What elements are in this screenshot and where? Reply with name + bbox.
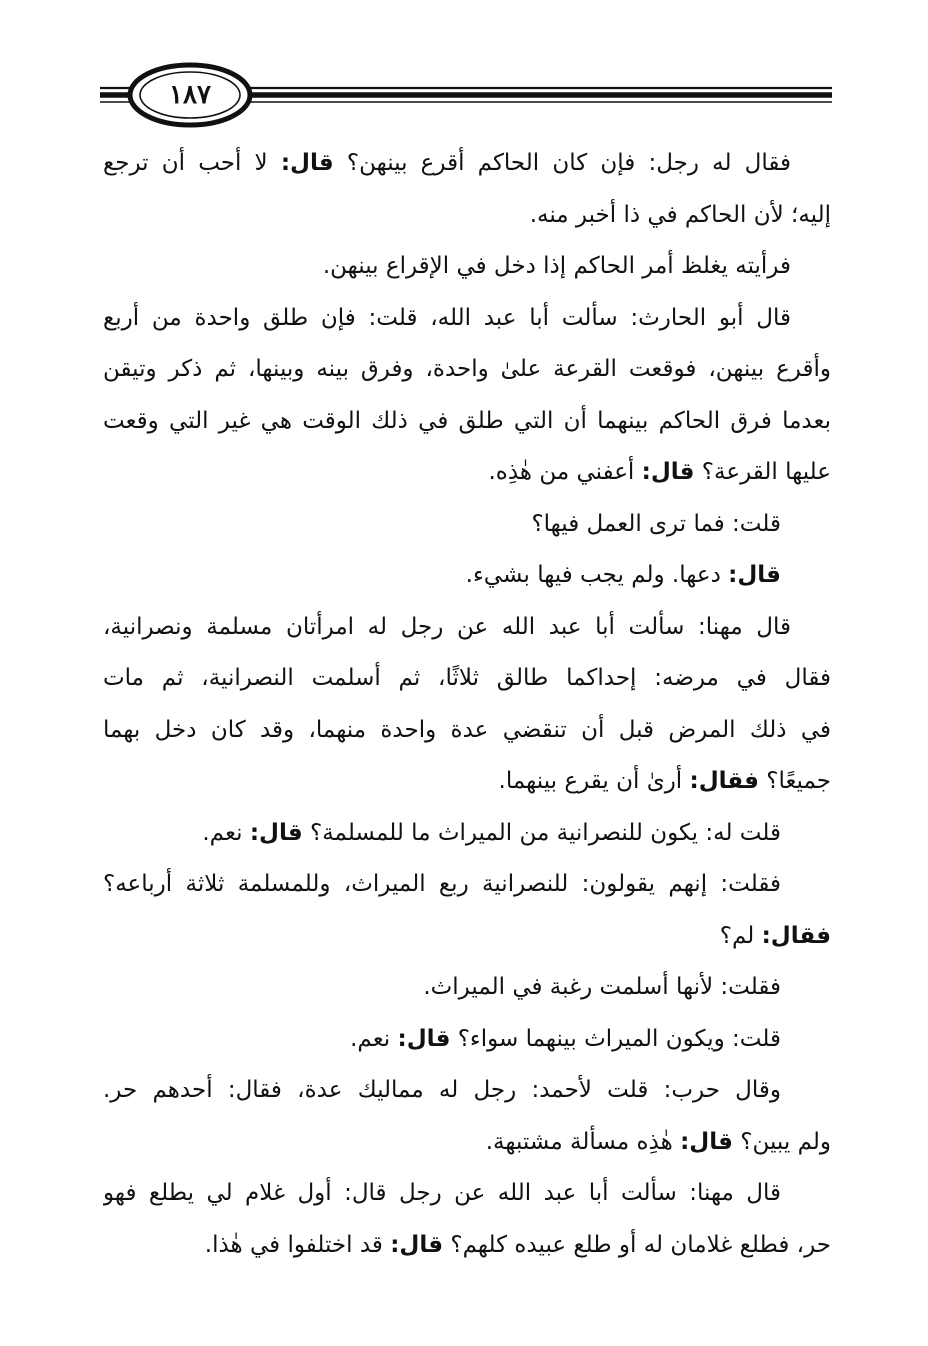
speaker-label: فقال: — [689, 768, 759, 794]
speaker-label: قال: — [728, 562, 781, 588]
text-line-6 — [103, 396, 831, 448]
text-segment: فقال له رجل: فإن كان الحاكم أقرع بينهن؟ — [333, 150, 791, 176]
text-line-16 — [103, 911, 831, 963]
text-line-11 — [103, 653, 831, 705]
text-segment: قلت: ويكون الميراث بينهما سواء؟ — [450, 1025, 781, 1052]
text-line-17 — [103, 962, 831, 1014]
page-header — [100, 62, 832, 128]
text-segment: نعم. — [202, 819, 250, 846]
text-line-14 — [103, 808, 831, 860]
text-segment: أعفني من هٰذِه. — [488, 459, 642, 485]
text-line-22 — [103, 1220, 831, 1272]
text-segment: فرأيته يغلظ أمر الحاكم إذا دخل في الإقراع بينهن. — [322, 253, 791, 279]
text-segment: قال مهنا: سألت أبا عبد الله عن رجل له امرأتان مسلمة ونصرانية، — [103, 613, 791, 640]
text-line-10 — [103, 602, 831, 654]
text-segment: قلت له: يكون للنصرانية من الميراث ما للمسلمة؟ — [302, 819, 781, 846]
text-segment: دعها. ولم يجب فيها بشيء. — [465, 562, 729, 588]
text-segment: جميعًا؟ — [758, 768, 831, 794]
text-line-7 — [103, 447, 831, 499]
text-line-4 — [103, 293, 831, 345]
text-segment: نعم. — [350, 1025, 398, 1052]
text-segment: هٰذِه مسألة مشتبهة. — [485, 1128, 681, 1155]
text-segment: عليها القرعة؟ — [694, 459, 831, 485]
text-segment: قال أبو الحارث: سألت أبا عبد الله، قلت: فإن طلق واحدة من أربع — [103, 304, 791, 331]
text-segment: وقال حرب: قلت لأحمد: رجل له مماليك عدة، فقال: أحدهم حر. — [103, 1077, 781, 1103]
text-segment: قال مهنا: سألت أبا عبد الله عن رجل قال: أول غلام لي يطلع فهو — [103, 1180, 781, 1206]
text-segment: فقلت: لأنها أسلمت رغبة في الميراث. — [423, 974, 781, 1000]
text-line-2 — [103, 190, 831, 242]
body-text — [103, 138, 831, 1271]
text-line-20 — [103, 1117, 831, 1169]
speaker-label: قال: — [680, 1128, 733, 1155]
text-line-3 — [103, 241, 831, 293]
text-segment: ولم يبين؟ — [732, 1128, 831, 1155]
text-line-13 — [103, 756, 831, 808]
text-segment: في ذلك المرض قبل أن تنقضي عدة واحدة منهما، وقد كان دخل بهما — [103, 716, 831, 743]
text-line-15 — [103, 859, 831, 911]
text-segment: بعدما فرق الحاكم بينهما أن التي طلق في ذلك الوقت هي غير التي وقعت — [103, 407, 831, 434]
text-segment: لا أحب أن ترجع — [103, 150, 281, 176]
text-segment: فقلت: إنهم يقولون: للنصرانية ربع الميراث، وللمسلمة ثلاثة أرباعه؟ — [103, 871, 781, 897]
text-segment: لم؟ — [719, 922, 762, 949]
text-segment: إليه؛ لأن الحاكم في ذا أخبر منه. — [529, 201, 831, 228]
text-segment: أرىٰ أن يقرع بينهما. — [498, 768, 690, 794]
speaker-label: فقال: — [761, 922, 831, 949]
text-segment: وأقرع بينهن، فوقعت القرعة علىٰ واحدة، وفرق بينه وبينها، ثم ذكر وتيقن — [103, 356, 831, 382]
speaker-label: قال: — [280, 150, 334, 176]
speaker-label: قال: — [249, 819, 303, 846]
text-line-21 — [103, 1168, 831, 1220]
text-line-9 — [103, 550, 831, 602]
text-segment: فقال في مرضه: إحداكما طالق ثلاثًا، ثم أسلمت النصرانية، ثم مات — [103, 665, 831, 691]
speaker-label: قال: — [397, 1025, 451, 1052]
speaker-label: قال: — [641, 459, 695, 485]
text-line-12 — [103, 705, 831, 757]
page-number: ١٨٧ — [169, 80, 211, 110]
text-line-19 — [103, 1065, 831, 1117]
text-line-8 — [103, 499, 831, 551]
text-segment: حر، فطلع غلامان له أو طلع عبيده كلهم؟ — [443, 1231, 831, 1258]
text-segment: قلت: فما ترى العمل فيها؟ — [531, 510, 781, 537]
text-line-1 — [103, 138, 831, 190]
text-line-18 — [103, 1014, 831, 1066]
text-line-5 — [103, 344, 831, 396]
speaker-label: قال: — [390, 1231, 444, 1258]
text-segment: قد اختلفوا في هٰذا. — [204, 1231, 391, 1258]
